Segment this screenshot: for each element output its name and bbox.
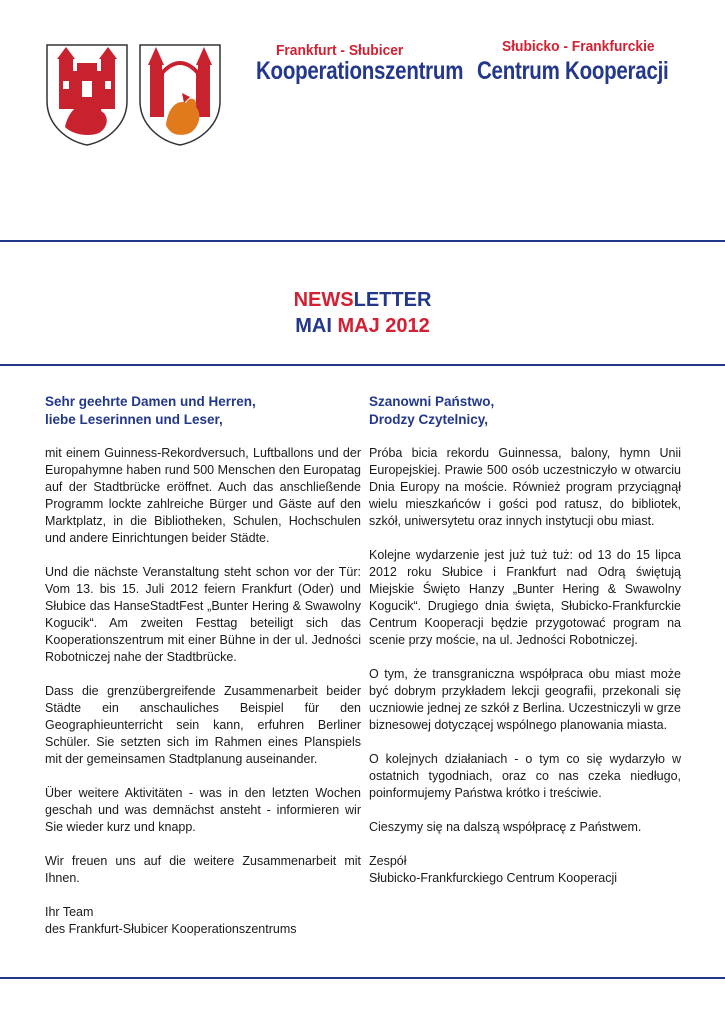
polish-paragraph-1: Próba bicia rekordu Guinnessa, balony, hymn Unii Europejskiej. Prawie 500 osób uczestniczyło w otwarciu Dnia Europy na moście. Również program przyciągnął wielu mieszkańców i gości pod ratusz, do bibliotek, szkół, uniwersytetu oraz innych instytucji obu miast. bbox=[369, 446, 681, 528]
brand-pl-title: Centrum Kooperacji bbox=[477, 57, 669, 85]
frankfurt-coat-of-arms-icon bbox=[45, 43, 129, 147]
polish-column bbox=[369, 393, 681, 887]
german-greeting-line2: liebe Leserinnen und Leser, bbox=[45, 412, 223, 427]
brand-de-subtitle: Frankfurt - Słubicer bbox=[276, 42, 404, 59]
polish-paragraph-2: Kolejne wydarzenie jest już tuż tuż: od 13 do 15 lipca 2012 roku Słubice i Frankfurt nad Odrą świętują Miejskie Święto Hanzy „Bunter Hering & Swawolny Kogucik“. Drugiego dnia święta, Słubicko-Frankfurckie Centrum Kooperacji będzie przygotować program na scenie przy moście, na ul. Jedności Robotniczej. bbox=[369, 548, 681, 647]
brand-pl-subtitle: Słubicko - Frankfurckie bbox=[502, 38, 655, 55]
polish-greeting-line2: Drodzy Czytelnicy, bbox=[369, 412, 489, 427]
german-paragraph-2: Und die nächste Veranstaltung steht schon vor der Tür: Vom 13. bis 15. Juli 2012 feiern Frankfurt (Oder) und Słubice das HanseStadtFest „Bunter Hering & Swawolny Kogucik“. Am zweiten Festtag beteiligt sich das Kooperationszentrum mit einer Bühne in der ul. Jedności Robotniczej nahe der Stadtbrücke. bbox=[45, 565, 361, 664]
german-greeting-line1: Sehr geehrte Damen und Herren, bbox=[45, 394, 256, 409]
middle-divider bbox=[0, 364, 725, 366]
top-divider bbox=[0, 240, 725, 242]
polish-paragraph-4: O kolejnych działaniach - o tym co się wydarzyło w ostatnich tygodniach, oraz co nas czeka niedługo, poinformujemy Państwa krótko i treściwie. bbox=[369, 752, 681, 800]
german-column bbox=[45, 393, 361, 938]
german-paragraph-1: mit einem Guinness-Rekordversuch, Luftballons und der Europahymne haben rund 500 Menschen den Europatag auf der Stadtbrücke eröffnet. Auch das anschließende Programm lockte zahlreiche Bürger und Gäste auf den Marktplatz, in die Bibliotheken, Schulen, Hochschulen und andere Einrichtungen beider Städte. bbox=[45, 446, 361, 545]
german-paragraph-4: Über weitere Aktivitäten - was in den letzten Wochen geschah und was demnächst ansteht - informieren wir Sie wieder kurz und knapp. bbox=[45, 786, 361, 834]
newsletter-date bbox=[0, 315, 725, 338]
polish-greeting-line1: Szanowni Państwo, bbox=[369, 394, 495, 409]
german-paragraph-3: Dass die grenzübergreifende Zusammenarbeit beider Städte ein anschauliches Beispiel für den Geographieunterricht sein kann, erfuhren Berliner Schüler. Sie setzten sich im Rahmen eines Planspiels mit der gemeinsamen Stadtplanung auseinander. bbox=[45, 684, 361, 766]
german-signature-line1: Ihr Team bbox=[45, 905, 94, 919]
polish-signature-line1: Zespół bbox=[369, 854, 407, 868]
polish-signature bbox=[369, 853, 681, 887]
german-greeting bbox=[45, 393, 361, 429]
polish-paragraph-5: Cieszymy się na dalszą współpracę z Państwem. bbox=[369, 820, 642, 834]
polish-paragraph-3: O tym, że transgraniczna współpraca obu miast może być dobrym przykładem lekcji geografii, przekonali się uczniowie jednej ze szkół z Berlina. Uczestniczyli w grze biznesowej dotyczącej wspólnego planowania miasta. bbox=[369, 667, 681, 732]
bottom-divider bbox=[0, 977, 725, 979]
title-letter: LETTER bbox=[353, 289, 432, 311]
german-signature-line2: des Frankfurt-Słubicer Kooperationszentrums bbox=[45, 922, 297, 936]
german-paragraph-5: Wir freuen uns auf die weitere Zusammenarbeit mit Ihnen. bbox=[45, 854, 361, 885]
title-month-pl: MAJ 2012 bbox=[337, 315, 430, 337]
polish-greeting bbox=[369, 393, 681, 429]
polish-signature-line2: Słubicko-Frankfurckiego Centrum Kooperacji bbox=[369, 871, 618, 885]
slubice-coat-of-arms-icon bbox=[138, 43, 222, 147]
german-signature bbox=[45, 904, 361, 938]
brand-de-title: Kooperationszentrum bbox=[256, 57, 464, 85]
title-news: NEWS bbox=[293, 289, 354, 311]
title-month-de: MAI bbox=[295, 315, 332, 337]
newsletter-title bbox=[0, 289, 725, 312]
